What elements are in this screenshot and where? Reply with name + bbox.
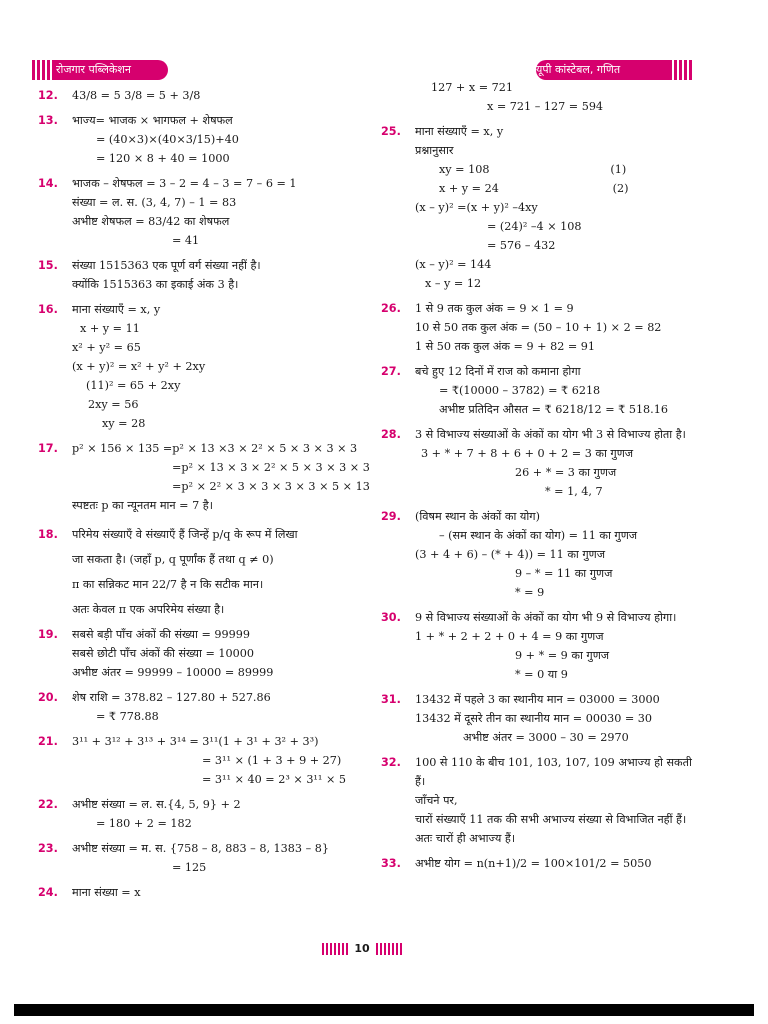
solution-line: =p² × 13 × 3 × 2² × 5 × 3 × 3 × 3 bbox=[172, 461, 370, 474]
solution-line: चारों संख्याएँ 11 तक की सभी अभाज्य संख्या से विभाजित नहीं हैं। अतः चारों ही अभाज्य हैं। bbox=[415, 813, 687, 845]
solution-line: 9 – * = 11 का गुणज bbox=[515, 567, 613, 580]
solution-line: 13432 में पहले 3 का स्थानीय मान = 03000 = 3000 bbox=[415, 693, 660, 706]
solution-line: स्पष्टतः p का न्यूनतम मान = 7 है। bbox=[72, 499, 213, 512]
question-number: 30. bbox=[381, 611, 401, 624]
solution-line: * = 0 या 9 bbox=[515, 668, 568, 681]
solution-line: प्रश्नानुसार bbox=[415, 144, 454, 157]
solution-line: * = 1, 4, 7 bbox=[545, 485, 603, 498]
solution-line: = 3¹¹ × (1 + 3 + 9 + 27) bbox=[202, 754, 342, 767]
solution-30 bbox=[381, 608, 699, 684]
solution-line: 9 से विभाज्य संख्याओं के अंकों का योग भी 9 से विभाज्य होगा। bbox=[415, 611, 677, 624]
solution-line: 3 से विभाज्य संख्याओं के अंकों का योग भी 3 से विभाज्य होता है। bbox=[415, 428, 686, 441]
solution-line: अभीष्ट योग = n(n+1)/2 = 100×101/2 = 5050 bbox=[415, 857, 652, 870]
solution-26 bbox=[381, 299, 699, 356]
question-number: 31. bbox=[381, 693, 401, 706]
solution-line: x + y = 11 bbox=[80, 322, 140, 335]
solution-line: = 3¹¹ × 40 = 2³ × 3¹¹ × 5 bbox=[202, 773, 347, 786]
solution-line: माना संख्या = x bbox=[72, 886, 141, 899]
solution-line: संख्या 1515363 एक पूर्ण वर्ग संख्या नहीं है। bbox=[72, 259, 261, 272]
solution-line: (3 + 4 + 6) – (* + 4)) = 11 का गुणज bbox=[415, 548, 606, 561]
solution-line: 3 + * + 7 + 8 + 6 + 0 + 2 = 3 का गुणज bbox=[421, 447, 634, 460]
solution-line: (x – y)² = 144 bbox=[415, 258, 492, 271]
question-number: 13. bbox=[38, 114, 58, 127]
solution-13 bbox=[38, 111, 360, 168]
solution-line: x + y = 24 (2) bbox=[439, 182, 629, 195]
header-bars-decoration bbox=[672, 60, 694, 80]
solution-line: π का सन्निकट मान 22/7 है न कि सटीक मान। bbox=[72, 578, 264, 591]
question-number: 25. bbox=[381, 125, 401, 138]
question-number: 24. bbox=[38, 886, 58, 899]
solution-19 bbox=[38, 625, 360, 682]
solution-line: बचे हुए 12 दिनों में राज को कमाना होगा bbox=[415, 365, 581, 378]
solution-line: (विषम स्थान के अंकों का योग) bbox=[415, 510, 540, 523]
solution-18 bbox=[38, 525, 360, 619]
solution-24-continued bbox=[381, 78, 699, 116]
solution-line: क्योंकि 1515363 का इकाई अंक 3 है। bbox=[72, 278, 239, 291]
bottom-border bbox=[14, 1004, 754, 1016]
question-number: 33. bbox=[381, 857, 401, 870]
solution-line: अभीष्ट शेषफल = 83/42 का शेषफल bbox=[72, 215, 230, 228]
solution-line: भाजक – शेषफल = 3 – 2 = 4 – 3 = 7 – 6 = 1 bbox=[72, 177, 297, 190]
solution-line: परिमेय संख्याएँ वे संख्याएँ हैं जिन्हें p/q के रूप में लिखा bbox=[72, 528, 298, 541]
solution-line: जा सकता है। (जहाँ p, q पूर्णांक हैं तथा q ≠ 0) bbox=[72, 553, 274, 566]
solution-line: xy = 108 (1) bbox=[439, 163, 627, 176]
solution-line: अभीष्ट प्रतिदिन औसत = ₹ 6218/12 = ₹ 518.16 bbox=[439, 403, 668, 416]
solution-15 bbox=[38, 256, 360, 294]
question-number: 20. bbox=[38, 691, 58, 704]
solution-25 bbox=[381, 122, 699, 293]
solution-line: 1 + * + 2 + 2 + 0 + 4 = 9 का गुणज bbox=[415, 630, 604, 643]
solution-line: xy = 28 bbox=[102, 417, 146, 430]
header-right-banner bbox=[536, 60, 694, 80]
solution-32 bbox=[381, 753, 699, 848]
solution-line: 2xy = 56 bbox=[88, 398, 139, 411]
solution-20 bbox=[38, 688, 360, 726]
solution-line: सबसे बड़ी पाँच अंकों की संख्या = 99999 bbox=[72, 628, 251, 641]
solution-line: अभीष्ट अंतर = 99999 – 10000 = 89999 bbox=[72, 666, 274, 679]
solution-line: = 120 × 8 + 40 = 1000 bbox=[96, 152, 230, 165]
solution-line: अभीष्ट संख्या = ल. स.{4, 5, 9} + 2 bbox=[72, 798, 241, 811]
solution-23 bbox=[38, 839, 360, 877]
solution-line: = (24)² –4 × 108 bbox=[487, 220, 582, 233]
question-number: 32. bbox=[381, 756, 401, 769]
solution-line: 1 से 50 तक कुल अंक = 9 + 82 = 91 bbox=[415, 340, 596, 353]
header-left-banner bbox=[30, 60, 168, 80]
solution-line: = 576 – 432 bbox=[487, 239, 556, 252]
solution-16 bbox=[38, 300, 360, 433]
question-number: 12. bbox=[38, 89, 58, 102]
solution-line: शेष राशि = 378.82 – 127.80 + 527.86 bbox=[72, 691, 271, 704]
solution-line: – (सम स्थान के अंकों का योग) = 11 का गुणज bbox=[439, 529, 638, 542]
publisher-name: रोजगार पब्लिकेशन bbox=[56, 63, 131, 76]
question-number: 15. bbox=[38, 259, 58, 272]
solution-line: अतः केवल π एक अपरिमेय संख्या है। bbox=[72, 603, 225, 616]
solution-line: x = 721 – 127 = 594 bbox=[487, 100, 604, 113]
solution-21 bbox=[38, 732, 360, 789]
question-number: 28. bbox=[381, 428, 401, 441]
solution-line: 1 से 9 तक कुल अंक = 9 × 1 = 9 bbox=[415, 302, 574, 315]
solution-line: अभीष्ट अंतर = 3000 – 30 = 2970 bbox=[463, 731, 629, 744]
solution-line: 10 से 50 तक कुल अंक = (50 – 10 + 1) × 2 = 82 bbox=[415, 321, 662, 334]
solution-line: माना संख्याएँ = x, y bbox=[415, 125, 504, 138]
solution-17 bbox=[38, 439, 370, 515]
solution-line: p² × 156 × 135 =p² × 13 ×3 × 2² × 5 × 3 × 3 × 3 bbox=[72, 442, 358, 455]
solution-line: 13432 में दूसरे तीन का स्थानीय मान = 00030 = 30 bbox=[415, 712, 653, 725]
question-number: 23. bbox=[38, 842, 58, 855]
question-number: 21. bbox=[38, 735, 58, 748]
solution-line: = 125 bbox=[172, 861, 207, 874]
solution-line: = (40×3)×(40×3/15)+40 bbox=[96, 133, 239, 146]
question-number: 27. bbox=[381, 365, 401, 378]
solution-line: 43/8 = 5 3/8 = 5 + 3/8 bbox=[72, 89, 201, 102]
question-number: 18. bbox=[38, 528, 58, 541]
solution-line: (x – y)² =(x + y)² –4xy bbox=[415, 201, 538, 214]
solution-28 bbox=[381, 425, 699, 501]
solution-line: x² + y² = 65 bbox=[72, 341, 141, 354]
solution-33 bbox=[381, 854, 699, 873]
solution-line: x – y = 12 bbox=[425, 277, 482, 290]
solution-line: * = 9 bbox=[515, 586, 545, 599]
solution-line: जाँचने पर, bbox=[415, 794, 458, 807]
question-number: 22. bbox=[38, 798, 58, 811]
solution-line: = ₹ 778.88 bbox=[96, 710, 159, 723]
solution-line: = 180 + 2 = 182 bbox=[96, 817, 192, 830]
solution-line: = 41 bbox=[172, 234, 200, 247]
question-number: 17. bbox=[38, 442, 58, 455]
solution-line: 127 + x = 721 bbox=[431, 81, 513, 94]
question-number: 19. bbox=[38, 628, 58, 641]
solution-line: माना संख्याएँ = x, y bbox=[72, 303, 161, 316]
solution-line: सबसे छोटी पाँच अंकों की संख्या = 10000 bbox=[72, 647, 255, 660]
solution-line: संख्या = ल. स. (3, 4, 7) – 1 = 83 bbox=[72, 196, 237, 209]
book-subject-title: यूपी कांस्टेबल, गणित bbox=[536, 63, 621, 76]
right-solutions-column bbox=[381, 78, 699, 879]
solution-line: अभीष्ट संख्या = म. स. {758 – 8, 883 – 8, 1383 – 8} bbox=[72, 842, 329, 855]
solution-14 bbox=[38, 174, 360, 250]
solution-29 bbox=[381, 507, 699, 602]
question-number: 14. bbox=[38, 177, 58, 190]
solution-line: =p² × 2² × 3 × 3 × 3 × 3 × 5 × 13 bbox=[172, 480, 370, 493]
solution-line: 9 + * = 9 का गुणज bbox=[515, 649, 610, 662]
solution-12 bbox=[38, 86, 360, 105]
solution-27 bbox=[381, 362, 699, 419]
header-bars-decoration bbox=[30, 60, 52, 80]
solution-22 bbox=[38, 795, 360, 833]
solution-31 bbox=[381, 690, 699, 747]
solution-line: 100 से 110 के बीच 101, 103, 107, 109 अभाज्य हो सकती हैं। bbox=[415, 756, 692, 788]
solution-line: (11)² = 65 + 2xy bbox=[86, 379, 181, 392]
question-number: 16. bbox=[38, 303, 58, 316]
question-number: 29. bbox=[381, 510, 401, 523]
solution-line: 3¹¹ + 3¹² + 3¹³ + 3¹⁴ = 3¹¹(1 + 3¹ + 3² + 3³) bbox=[72, 735, 319, 748]
left-solutions-column bbox=[38, 86, 370, 908]
solution-line: भाज्य= भाजक × भागफल + शेषफल bbox=[72, 114, 233, 127]
solution-line: 26 + * = 3 का गुणज bbox=[515, 466, 617, 479]
solution-line: = ₹(10000 – 3782) = ₹ 6218 bbox=[439, 384, 601, 397]
question-number: 26. bbox=[381, 302, 401, 315]
solution-24 bbox=[38, 883, 360, 902]
solution-line: (x + y)² = x² + y² + 2xy bbox=[72, 360, 206, 373]
page-number: 10 bbox=[322, 941, 402, 957]
